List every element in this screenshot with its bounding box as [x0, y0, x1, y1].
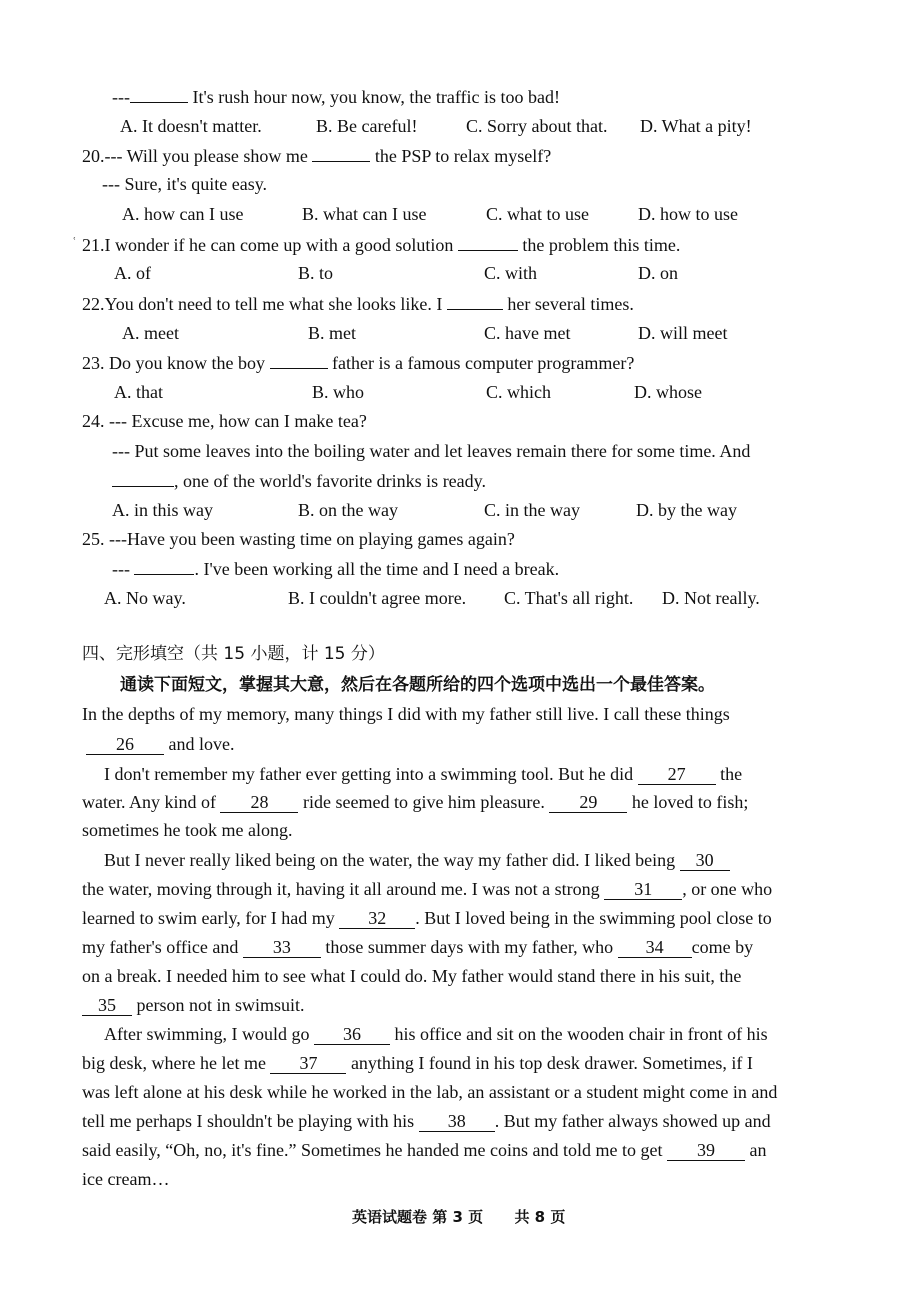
q19-option-a: A. It doesn't matter. [120, 116, 262, 136]
q20-text-a: --- Will you please show me [104, 146, 313, 166]
q22-option-a: A. meet [122, 323, 179, 343]
q23-blank [270, 350, 328, 369]
q24-response-line1: --- Put some leaves into the boiling water and let leaves remain there for some time. And [112, 441, 751, 461]
passage-line [82, 993, 305, 1017]
q20-option-d: D. how to use [638, 204, 738, 224]
q20-response: --- Sure, it's quite easy. [102, 174, 268, 194]
passage-text: water. Any kind of [82, 792, 221, 812]
q20-text-b: the PSP to relax myself? [370, 146, 552, 166]
q24-number: 24. [82, 411, 105, 431]
passage-text: After swimming, I would go [104, 1024, 314, 1044]
passage-line: on a break. I needed him to see what I could do. My father would stand there in his suit, the [82, 966, 742, 986]
passage-line: ice cream… [82, 1169, 170, 1189]
q24-option-c: C. in the way [484, 500, 580, 520]
q24-option-d: D. by the way [636, 500, 737, 520]
blank-28: 28 [220, 792, 298, 813]
q23-text-b: father is a famous computer programmer? [327, 353, 635, 373]
blank-26: 26 [86, 734, 164, 755]
q23-stem [82, 350, 634, 375]
q24-stem [82, 409, 367, 433]
page-footer [352, 1205, 565, 1229]
q21-text-a: I wonder if he can come up with a good solution [104, 235, 458, 255]
passage-text: come by [691, 937, 754, 957]
passage-text: said easily, “Oh, no, it's fine.” Sometimes he handed me coins and told me to get [82, 1140, 667, 1160]
blank-39: 39 [667, 1140, 745, 1161]
q22-option-d: D. will meet [638, 323, 728, 343]
passage-text: person not in swimsuit. [132, 995, 305, 1015]
q22-option-b: B. met [308, 323, 356, 343]
q21-option-b: B. to [298, 263, 334, 283]
passage-text: tell me perhaps I shouldn't be playing with his [82, 1111, 419, 1131]
q23-option-b: B. who [312, 382, 365, 402]
blank-27: 27 [638, 764, 716, 785]
q22-blank [447, 291, 503, 310]
passage-text: , or one who [682, 879, 773, 899]
passage-text: those summer days with my father, who [320, 937, 618, 957]
passage-line [82, 1138, 766, 1162]
passage-line: sometimes he took me along. [82, 820, 293, 840]
q25-response-text: . I've been working all the time and I need a break. [194, 559, 560, 579]
section-title: 四、完形填空（共 15 小题，计 15 分） [82, 644, 385, 664]
q25-option-d: D. Not really. [662, 588, 760, 608]
blank-37: 37 [270, 1053, 346, 1074]
q19-option-d: D. What a pity! [640, 116, 752, 136]
passage-text: learned to swim early, for I had my [82, 908, 340, 928]
passage-text: . But my father always showed up and [494, 1111, 771, 1131]
q19-prefix: --- [112, 87, 130, 107]
passage-line [86, 732, 234, 756]
q22-stem [82, 291, 634, 316]
q25-response-prefix: --- [112, 559, 135, 579]
q20-option-a: A. how can I use [122, 204, 244, 224]
q25-number: 25. [82, 529, 105, 549]
q19-stem [112, 84, 560, 109]
q19-blank [130, 84, 188, 103]
q22-text-b: her several times. [502, 294, 634, 314]
passage-text: ride seemed to give him pleasure. [298, 792, 550, 812]
q24-text: --- Excuse me, how can I make tea? [104, 411, 367, 431]
q20-number: 20. [82, 146, 105, 166]
passage-line: was left alone at his desk while he worked in the lab, an assistant or a student might come in and [82, 1082, 778, 1102]
passage-text: and love. [164, 734, 235, 754]
q19-text: It's rush hour now, you know, the traffic is too bad! [187, 87, 560, 107]
q25-option-a: A. No way. [104, 588, 186, 608]
q19-option-c: C. Sorry about that. [466, 116, 608, 136]
passage-line [104, 848, 730, 872]
q19-option-b: B. Be careful! [316, 116, 418, 136]
passage-text: his office and sit on the wooden chair in front of his [389, 1024, 768, 1044]
q25-text: ---Have you been wasting time on playing games again? [104, 529, 515, 549]
q20-option-b: B. what can I use [302, 204, 427, 224]
passage-text: But I never really liked being on the water, the way my father did. I liked being [104, 850, 680, 870]
passage-text: my father's office and [82, 937, 243, 957]
q24-response-text: , one of the world's favorite drinks is ready. [174, 471, 486, 491]
q24-option-a: A. in this way [112, 500, 213, 520]
blank-29: 29 [549, 792, 627, 813]
passage-text: the [715, 764, 743, 784]
blank-33: 33 [243, 937, 321, 958]
q23-option-d: D. whose [634, 382, 702, 402]
passage-text: I don't remember my father ever getting into a swimming tool. But he did [104, 764, 638, 784]
q24-response-line2 [112, 468, 486, 493]
scan-mark: ʿ [72, 236, 77, 251]
passage-line [82, 935, 753, 959]
passage-line [104, 762, 742, 786]
blank-38: 38 [419, 1111, 495, 1132]
q21-number: 21. [82, 235, 105, 255]
passage-line [82, 1051, 753, 1075]
blank-34: 34 [618, 937, 692, 958]
q25-blank [134, 556, 194, 575]
passage-text: an [744, 1140, 767, 1160]
q23-option-c: C. which [486, 382, 551, 402]
q21-blank [458, 232, 518, 251]
blank-36: 36 [314, 1024, 390, 1045]
q21-option-a: A. of [114, 263, 151, 283]
q23-text-a: Do you know the boy [104, 353, 270, 373]
passage-line [82, 790, 748, 814]
q20-option-c: C. what to use [486, 204, 589, 224]
q25-option-c: C. That's all right. [504, 588, 634, 608]
q23-number: 23. [82, 353, 105, 373]
blank-35: 35 [82, 995, 132, 1016]
passage-line [82, 877, 772, 901]
q22-option-c: C. have met [484, 323, 571, 343]
blank-31: 31 [604, 879, 682, 900]
passage-line [82, 906, 772, 930]
blank-32: 32 [339, 908, 415, 929]
q21-option-c: C. with [484, 263, 538, 283]
q24-blank [112, 468, 174, 487]
q22-number: 22. [82, 294, 105, 314]
passage-text: big desk, where he let me [82, 1053, 271, 1073]
q25-response [112, 556, 559, 581]
q25-stem [82, 527, 515, 551]
q22-text-a: You don't need to tell me what she looks like. I [104, 294, 447, 314]
q25-option-b: B. I couldn't agree more. [288, 588, 467, 608]
section-instruction: 通读下面短文，掌握其大意，然后在各题所给的四个选项中选出一个最佳答案。 [120, 675, 715, 695]
q21-option-d: D. on [638, 263, 678, 283]
passage-line: In the depths of my memory, many things I did with my father still live. I call these things [82, 704, 730, 724]
q21-stem [82, 232, 680, 257]
q21-text-b: the problem this time. [517, 235, 681, 255]
page-total: 共 8 页 [514, 1208, 566, 1226]
passage-line [104, 1022, 768, 1046]
page-number: 英语试题卷 第 3 页 [352, 1208, 484, 1226]
passage-text: he loved to fish; [627, 792, 749, 812]
q20-blank [312, 143, 370, 162]
passage-text: . But I loved being in the swimming pool close to [415, 908, 772, 928]
passage-text: anything I found in his top desk drawer. Sometimes, if I [346, 1053, 753, 1073]
q20-stem [82, 143, 551, 168]
q24-option-b: B. on the way [298, 500, 398, 520]
blank-30: 30 [680, 850, 730, 871]
passage-text: the water, moving through it, having it all around me. I was not a strong [82, 879, 605, 899]
passage-line [82, 1109, 771, 1133]
q23-option-a: A. that [114, 382, 163, 402]
